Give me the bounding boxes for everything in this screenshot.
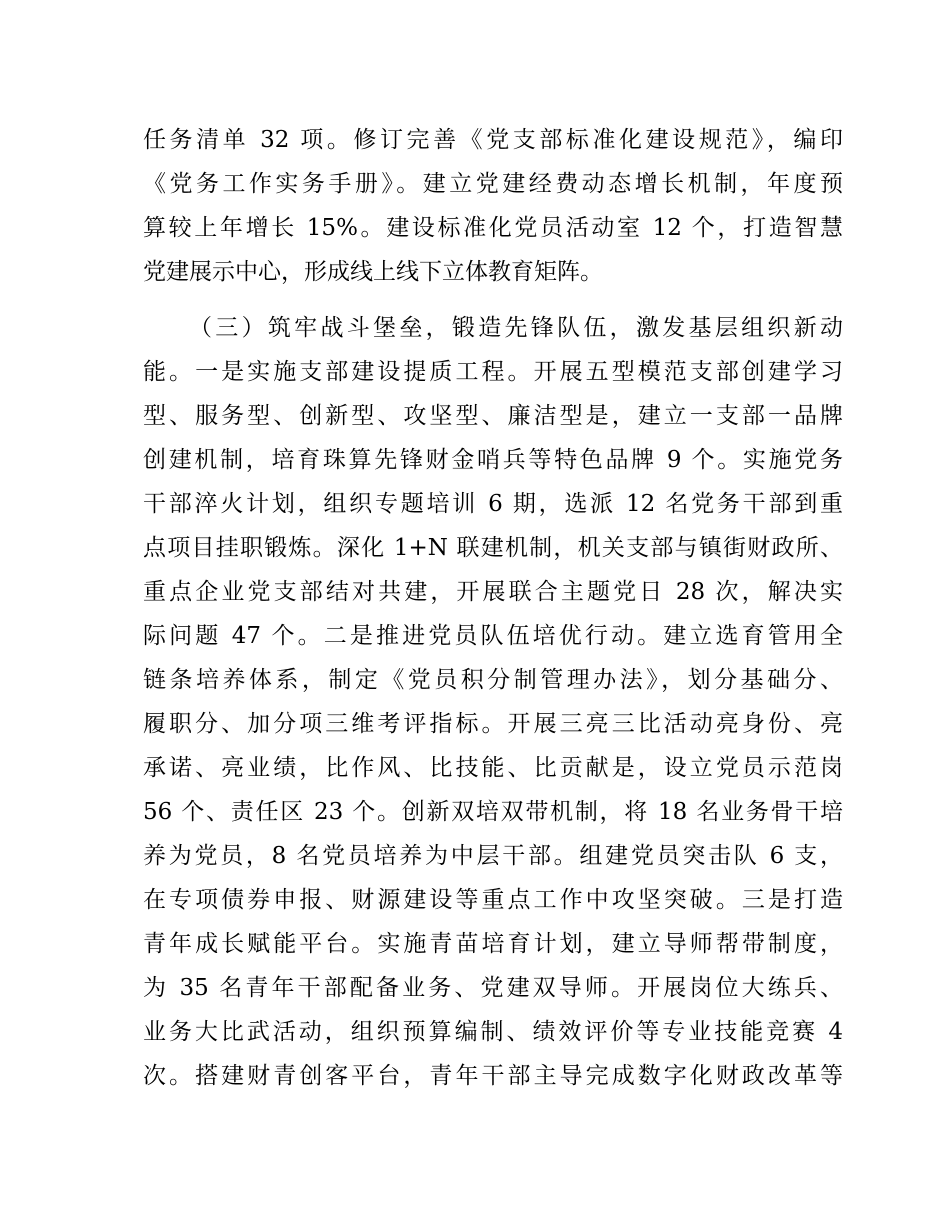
text-line: 《党务工作实务手册》。建立党建经费动态增长机制，年度预: [143, 171, 843, 197]
text-line: 次。搭建财青创客平台，青年干部主导完成数字化财政改革等: [143, 1063, 843, 1089]
text-line: 型、服务型、创新型、攻坚型、廉洁型是，建立一支部一品牌: [143, 403, 843, 429]
text-line: 重点企业党支部结对共建，开展联合主题党日 28 次，解决实: [143, 579, 843, 605]
text-line: 为 35 名青年干部配备业务、党建双导师。开展岗位大练兵、: [143, 975, 843, 1001]
paragraph-1: [143, 118, 843, 294]
paragraph-spacer: [143, 294, 843, 306]
text-line: 算较上年增长 15%。建设标准化党员活动室 12 个，打造智慧: [143, 215, 843, 241]
text-line: 青年成长赋能平台。实施青苗培育计划，建立导师帮带制度，: [143, 931, 843, 957]
text-line: 56 个、责任区 23 个。创新双培双带机制，将 18 名业务骨干培: [143, 799, 843, 825]
text-line: 创建机制，培育珠算先锋财金哨兵等特色品牌 9 个。实施党务: [143, 447, 843, 473]
text-line: 能。一是实施支部建设提质工程。开展五型模范支部创建学习: [143, 359, 843, 385]
text-line: 干部淬火计划，组织专题培训 6 期，选派 12 名党务干部到重: [143, 491, 843, 517]
text-line: 点项目挂职锻炼。深化 1+N 联建机制，机关支部与镇街财政所、: [143, 535, 843, 561]
text-line: 际问题 47 个。二是推进党员队伍培优行动。建立选育管用全: [143, 623, 843, 649]
text-line: 任务清单 32 项。修订完善《党支部标准化建设规范》，编印: [143, 127, 843, 153]
text-line: （三）筑牢战斗堡垒，锻造先锋队伍，激发基层组织新动: [189, 315, 843, 341]
text-line: 链条培养体系，制定《党员积分制管理办法》，划分基础分、: [143, 667, 843, 693]
text-line: 承诺、亮业绩，比作风、比技能、比贡献是，设立党员示范岗: [143, 755, 843, 781]
document-body: [143, 118, 843, 1098]
paragraph-2: [143, 306, 843, 1098]
text-line: 在专项债券申报、财源建设等重点工作中攻坚突破。三是打造: [143, 887, 843, 913]
text-line: 党建展示中心，形成线上线下立体教育矩阵。: [143, 259, 603, 285]
text-line: 履职分、加分项三维考评指标。开展三亮三比活动亮身份、亮: [143, 711, 843, 737]
text-line: 业务大比武活动，组织预算编制、绩效评价等专业技能竞赛 4: [143, 1019, 843, 1045]
text-line: 养为党员，8 名党员培养为中层干部。组建党员突击队 6 支，: [143, 843, 843, 869]
